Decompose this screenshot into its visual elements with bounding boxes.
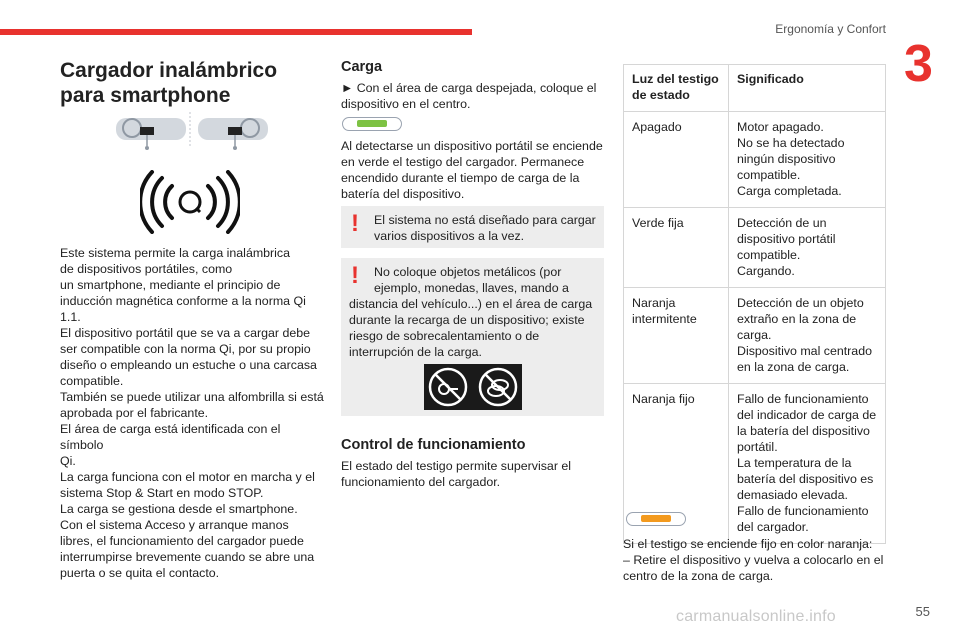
body-line: El dispositivo portátil que se va a cargar debe (60, 326, 311, 340)
meaning-line: Fallo de funcionamiento del indicador de carga de la batería del dispositivo portátil. (737, 392, 877, 454)
watermark: carmanualsonline.info (676, 608, 836, 625)
table-header-meaning: Significado (729, 65, 886, 112)
body-line: aprobada por el fabricante. (60, 406, 209, 420)
meaning-line: Fallo de funcionamiento del cargador. (737, 504, 869, 534)
detect-line: batería del dispositivo. (341, 187, 465, 201)
body-line: 1.1. (60, 310, 81, 324)
body-line: interrumpirse brevemente cuando se abre una (60, 550, 315, 564)
meaning-line: Detección de un objeto extraño en la zona de carga. (737, 296, 864, 342)
body-line: Qi. (60, 454, 76, 468)
orange-line: centro de la zona de carga. (623, 569, 774, 583)
warning-line: distancia del vehículo...) en el área de carga (349, 297, 593, 311)
carga-line: ► Con el área de carga despejada, coloque el (341, 81, 597, 95)
warning-box-metal-objects (341, 258, 604, 416)
body-line: Este sistema permite la carga inalámbrica (60, 246, 291, 260)
meaning-line: Cargando. (737, 264, 795, 278)
body-line: inducción magnética conforme a la norma Qi (60, 294, 306, 308)
light-cell: Apagado (624, 112, 729, 208)
body-line: El área de carga está identificada con el símbolo (60, 422, 281, 452)
no-metal-objects-icon (424, 364, 522, 410)
body-line: La carga se gestiona desde el smartphone. (60, 502, 298, 516)
status-light-table (623, 64, 886, 544)
meaning-cell (729, 384, 886, 544)
light-cell: Naranja fijo (624, 384, 729, 544)
control-heading: Control de funcionamiento (341, 437, 526, 453)
meaning-line: Motor apagado. (737, 120, 824, 134)
table-row (624, 208, 886, 288)
charger-indicator-green-icon (342, 117, 402, 131)
table-header-row (624, 65, 886, 112)
warning-exclamation-icon: ! (351, 262, 359, 289)
detect-line: Al detectarse un dispositivo portátil se enciende (341, 139, 603, 153)
page-number: 55 (915, 604, 930, 619)
page-title: Cargador inalámbrico para smartphone (60, 59, 278, 107)
carga-heading: Carga (341, 59, 383, 75)
meaning-line: Detección de un dispositivo portátil compatible. (737, 216, 836, 262)
qi-symbol-icon (140, 170, 240, 234)
meaning-line: No se ha detectado ningún dispositivo compatible. (737, 136, 845, 182)
carga-section (341, 58, 605, 112)
charging-pad-location-illustration (110, 110, 290, 156)
body-line: de dispositivos portátiles, como (60, 262, 233, 276)
body-line: libres, el funcionamiento del cargador puede (60, 534, 304, 548)
control-line: funcionamiento del cargador. (341, 475, 501, 489)
light-cell: Naranja intermitente (624, 288, 729, 384)
meaning-line: La temperatura de la batería del dispositivo es demasiado elevada. (737, 456, 874, 502)
body-line: La carga funciona con el motor en marcha y el (60, 470, 315, 484)
warning-line: varios dispositivos a la vez. (374, 229, 525, 243)
detect-text (341, 138, 605, 202)
body-line: puerta o se quita el contacto. (60, 566, 220, 580)
warning-line: ejemplo, monedas, llaves, mando a (374, 281, 569, 295)
orange-line: – Retire el dispositivo y vuelva a colocarlo en el (623, 553, 884, 567)
warning-line: No coloque objetos metálicos (por (374, 265, 562, 279)
body-line: También se puede utilizar una alfombrilla si está (60, 390, 324, 404)
control-line: El estado del testigo permite supervisar el (341, 459, 572, 473)
warning-line: El sistema no está diseñado para cargar (374, 213, 596, 227)
body-line: compatible. (60, 374, 124, 388)
intro-text (60, 245, 326, 581)
warning-line: durante la recarga de un dispositivo; existe (349, 313, 585, 327)
body-line: ser compatible con la norma Qi, por su propio (60, 342, 311, 356)
light-cell: Verde fija (624, 208, 729, 288)
meaning-cell (729, 112, 886, 208)
body-line: un smartphone, mediante el principio de (60, 278, 281, 292)
meaning-cell (729, 288, 886, 384)
orange-line: Si el testigo se enciende fijo en color naranja: (623, 537, 873, 551)
left-column (60, 58, 322, 108)
meaning-cell (729, 208, 886, 288)
body-line: Con el sistema Acceso y arranque manos (60, 518, 289, 532)
charger-indicator-orange-icon (626, 512, 686, 526)
table-header-light: Luz del testigo de estado (624, 65, 729, 112)
chapter-number: 3 (904, 35, 933, 93)
detect-line: en verde el testigo del cargador. Permanece (341, 155, 585, 169)
top-accent-bar (0, 29, 472, 35)
control-section (341, 436, 605, 490)
section-title: Ergonomía y Confort (775, 22, 886, 36)
detect-line: encendido durante el tiempo de carga de la (341, 171, 580, 185)
body-line: diseño o empleando un estuche o una carcasa (60, 358, 317, 372)
body-line: sistema Stop & Start en modo STOP. (60, 486, 264, 500)
warning-line: riesgo de sobrecalentamiento o de (349, 329, 540, 343)
warning-box-multiple-devices (341, 206, 604, 248)
carga-line: dispositivo en el centro. (341, 97, 471, 111)
table-row (624, 112, 886, 208)
meaning-line: Carga completada. (737, 184, 842, 198)
warning-exclamation-icon: ! (351, 210, 359, 237)
warning-line: interrupción de la carga. (349, 345, 482, 359)
table-row (624, 288, 886, 384)
meaning-line: Dispositivo mal centrado en la zona de carga. (737, 344, 872, 374)
orange-instructions (623, 536, 889, 584)
